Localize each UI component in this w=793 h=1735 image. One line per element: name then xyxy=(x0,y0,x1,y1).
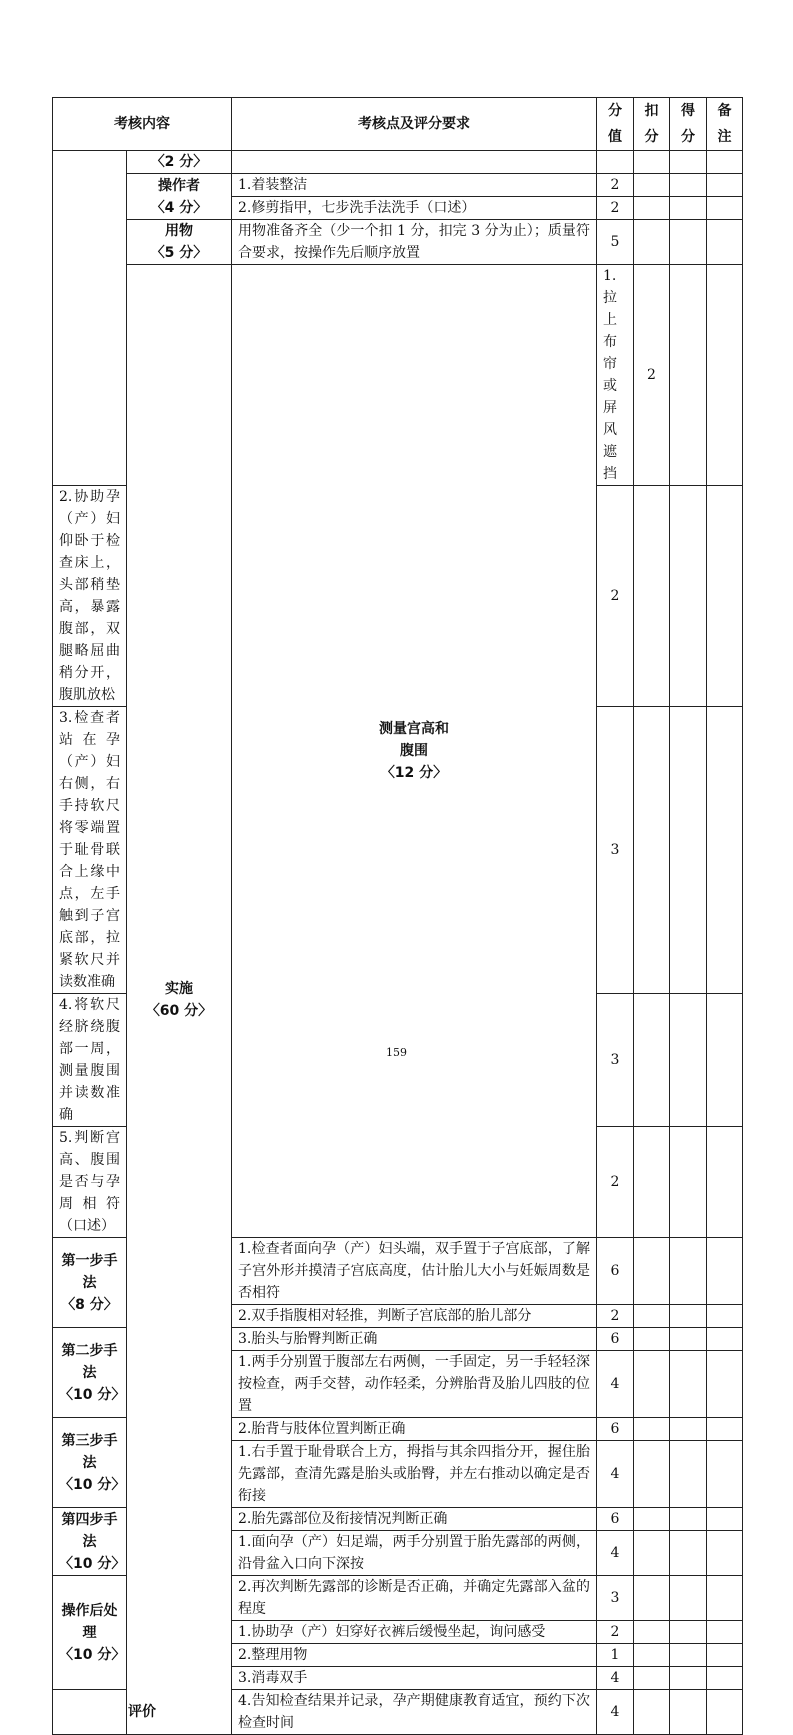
category-cell-empty xyxy=(53,151,127,486)
item-score: 4 xyxy=(597,1531,634,1576)
item-score: 6 xyxy=(597,1238,634,1305)
item-score: 5 xyxy=(597,220,634,265)
item-text: 1.协助孕（产）妇穿好衣裤后缓慢坐起，询问感受 xyxy=(232,1621,597,1644)
table-row xyxy=(53,1690,743,1735)
section-measure: 测量宫高和 腹围 〈12 分〉 xyxy=(232,265,597,1238)
table-row xyxy=(53,265,743,486)
table-row xyxy=(53,174,743,197)
item-text: 2.修剪指甲，七步洗手法洗手（口述） xyxy=(232,197,597,220)
section-operator: 操作者 〈4 分〉 xyxy=(127,174,232,220)
header-requirements: 考核点及评分要求 xyxy=(232,98,597,151)
item-score: 6 xyxy=(597,1418,634,1441)
item-text: 3.胎头与胎臀判断正确 xyxy=(232,1328,597,1351)
item-score: 4 xyxy=(597,1690,634,1735)
section-implement: 实施 〈60 分〉 xyxy=(127,265,232,1735)
item-score: 2 xyxy=(634,265,670,486)
item-text: 2.双手指腹相对轻推，判断子宫底部的胎儿部分 xyxy=(232,1305,597,1328)
item-text: 2.胎先露部位及衔接情况判断正确 xyxy=(232,1508,597,1531)
header-content: 考核内容 xyxy=(53,98,232,151)
item-score: 2 xyxy=(597,486,634,707)
item-score: 3 xyxy=(597,994,634,1127)
section-step1: 第一步手法 〈8 分〉 xyxy=(53,1238,127,1328)
section-step4: 第四步手法 〈10 分〉 xyxy=(53,1508,127,1576)
item-score: 2 xyxy=(597,1305,634,1328)
item-text: 2.再次判断先露部的诊断是否正确，并确定先露部入盆的程度 xyxy=(232,1576,597,1621)
item-score: 3 xyxy=(597,707,634,994)
item-text: 4.将软尺经脐绕腹部一周，测量腹围并读数准确 xyxy=(53,994,127,1127)
section-after: 操作后处理 〈10 分〉 xyxy=(53,1576,127,1690)
header-score: 分 值 xyxy=(597,98,634,151)
header-note: 备 注 xyxy=(707,98,743,151)
section-evaluation: 评价 xyxy=(53,1690,232,1735)
item-score: 1 xyxy=(597,1644,634,1667)
item-text: 用物准备齐全（少一个扣 1 分，扣完 3 分为止）；质量符合要求，按操作先后顺序放置 xyxy=(232,220,597,265)
item-text: 1.右手置于耻骨联合上方，拇指与其余四指分开，握住胎先露部，查清先露是胎头或胎臀，并左右推动以确定是否衔接 xyxy=(232,1441,597,1508)
page-number: 159 xyxy=(386,1046,407,1059)
item-text: 4.告知检查结果并记录，孕产期健康教育适宜，预约下次检查时间 xyxy=(232,1690,597,1735)
header-row xyxy=(53,98,743,151)
item-score: 6 xyxy=(597,1508,634,1531)
item-text: 2.胎背与肢体位置判断正确 xyxy=(232,1418,597,1441)
item-text: 1.拉上布帘或屏风遮挡 xyxy=(597,265,634,486)
item-text: 1.两手分别置于腹部左右两侧，一手固定，另一手轻轻深按检查，两手交替，动作轻柔，分辨胎背及胎儿四肢的位置 xyxy=(232,1351,597,1418)
item-text: 2.协助孕（产）妇仰卧于检查床上，头部稍垫高，暴露腹部，双腿略屈曲稍分开，腹肌放松 xyxy=(53,486,127,707)
section-step3: 第三步手法 〈10 分〉 xyxy=(53,1418,127,1508)
item-score: 4 xyxy=(597,1351,634,1418)
item-text: 3.消毒双手 xyxy=(232,1667,597,1690)
table-row xyxy=(53,151,743,174)
section-step2: 第二步手法 〈10 分〉 xyxy=(53,1328,127,1418)
item-score: 3 xyxy=(597,1576,634,1621)
item-score: 4 xyxy=(597,1667,634,1690)
table-row xyxy=(53,220,743,265)
section-supplies: 用物 〈5 分〉 xyxy=(127,220,232,265)
item-text: 2.整理用物 xyxy=(232,1644,597,1667)
top-fragment-points: 〈2 分〉 xyxy=(127,151,232,174)
item-score: 2 xyxy=(597,1127,634,1238)
header-got: 得 分 xyxy=(670,98,707,151)
item-score: 2 xyxy=(597,174,634,197)
item-text: 1.面向孕（产）妇足端，两手分别置于胎先露部的两侧，沿骨盆入口向下深按 xyxy=(232,1531,597,1576)
item-text: 5.判断宫高、腹围是否与孕周相符（口述） xyxy=(53,1127,127,1238)
assessment-table xyxy=(52,97,743,1735)
item-score: 4 xyxy=(597,1441,634,1508)
header-deduct: 扣 分 xyxy=(634,98,670,151)
item-score: 2 xyxy=(597,197,634,220)
item-score: 2 xyxy=(597,1621,634,1644)
item-text: 1.着装整洁 xyxy=(232,174,597,197)
item-text: 1.检查者面向孕（产）妇头端，双手置于子宫底部，了解子宫外形并摸清子宫底高度，估计胎儿大小与妊娠周数是否相符 xyxy=(232,1238,597,1305)
item-score: 6 xyxy=(597,1328,634,1351)
item-text: 3.检查者站在孕（产）妇右侧，右手持软尺将零端置于耻骨联合上缘中点，左手触到子宫底部，拉紧软尺并读数准确 xyxy=(53,707,127,994)
